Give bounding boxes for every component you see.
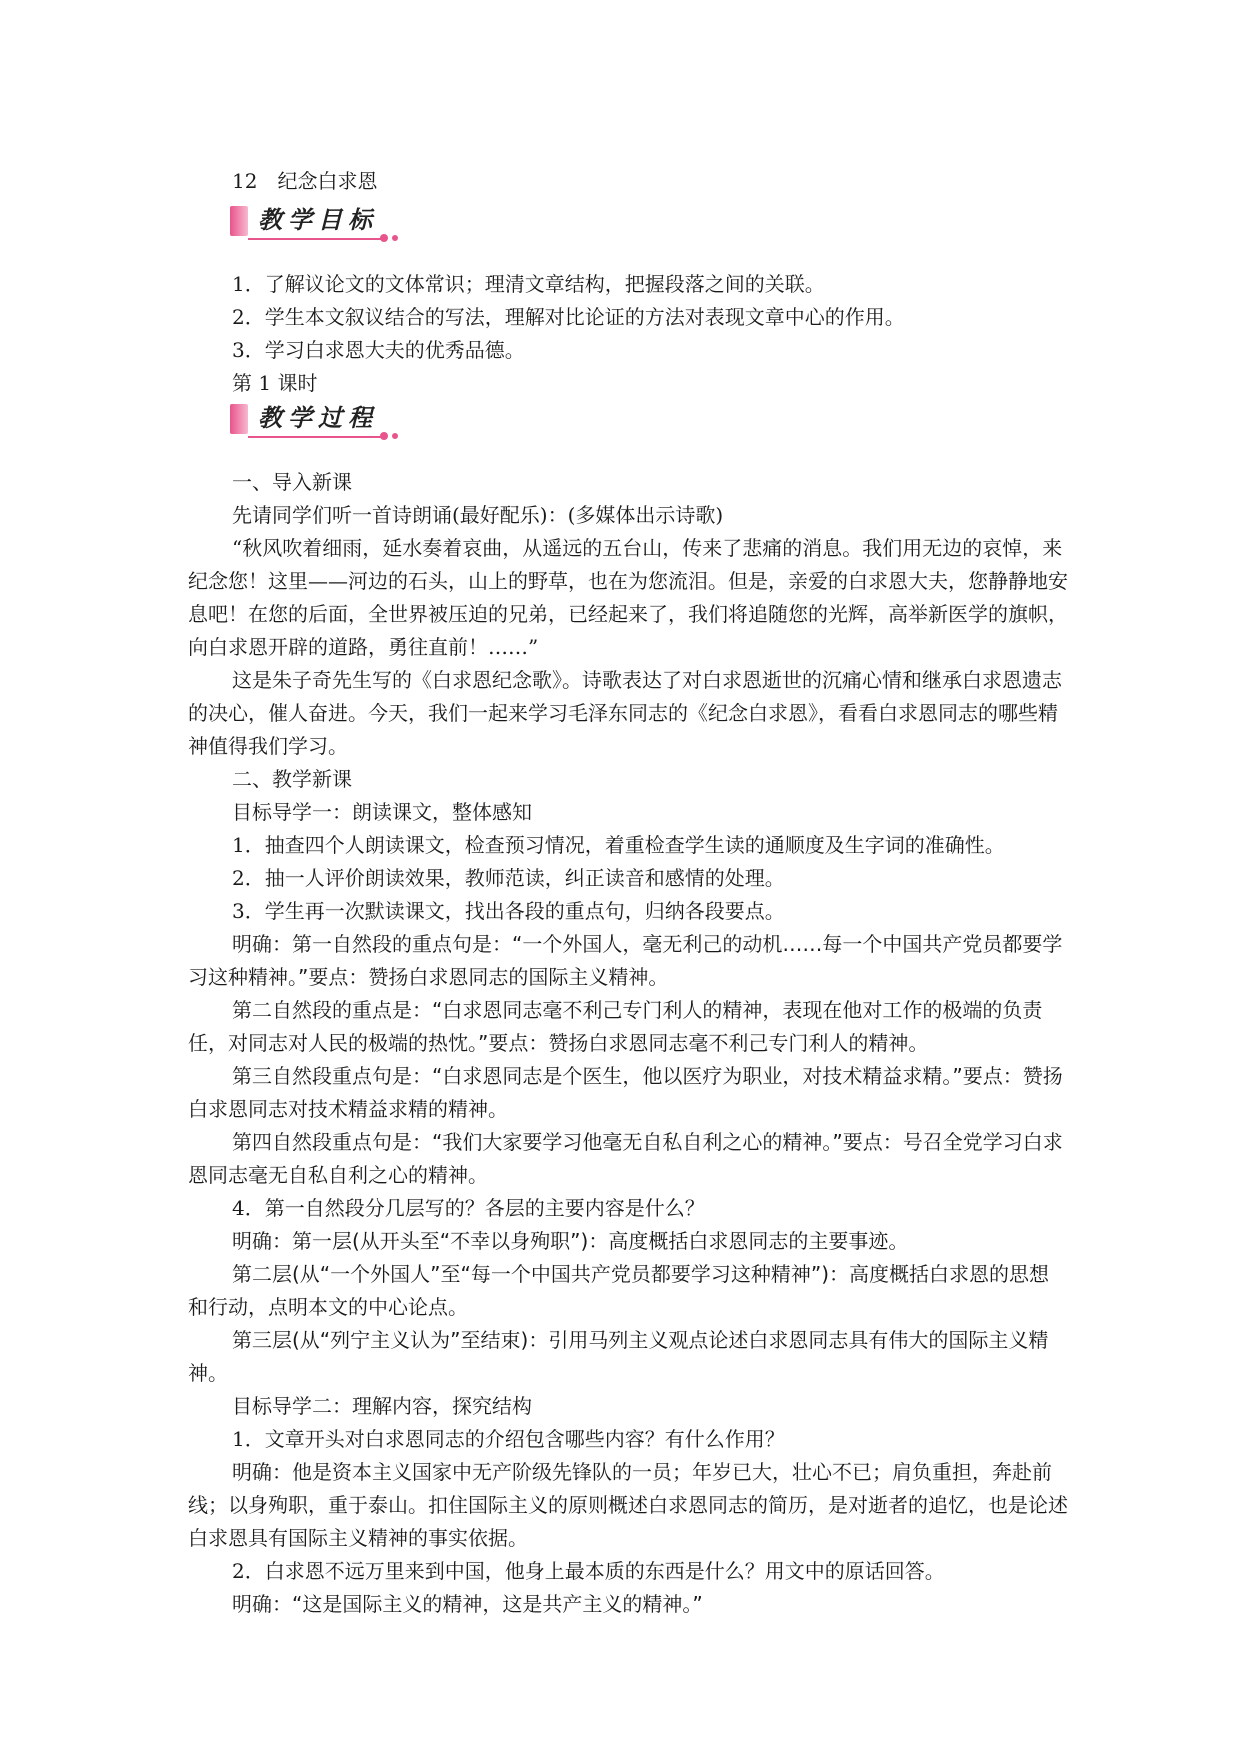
goal-heading: 目标导学二：理解内容，探究结构 [232,1394,532,1418]
goal-item: 1．抽查四个人朗读课文，检查预习情况，着重检查学生读的通顺度及生字词的准确性。 [232,833,1005,857]
answer-prefix: 明确： [232,1460,292,1484]
answer-text: 第一自然段的重点句是：“一个外国人，毫无利己的动机……每一个中国共产党员都要学习这种精神。”要点：赞扬白求恩同志的国际主义精神。 [188,932,1063,989]
answer-prefix: 明确： [232,1592,292,1616]
banner-dot [380,432,388,440]
banner-dot [392,433,398,439]
process-banner [230,400,400,444]
section-heading: 二、教学新课 [232,767,352,791]
answer-paragraph: 第三层(从“列宁主义认为”至结束)：引用马列主义观点论述白求恩同志具有伟大的国际主义精神。 [188,1328,1049,1385]
banner-bar [230,404,248,434]
lesson-label: 第 1 课时 [232,371,318,395]
poem-text: “秋风吹着细雨，延水奏着哀曲，从遥远的五台山，传来了悲痛的消息。我们用无边的哀悼，来纪念您！这里——河边的石头，山上的野草，也在为您流泪。但是，亲爱的白求恩大夫，您静静地安息吧！在您的后面，全世界被压迫的兄弟，已经起来了，我们将追随您的光辉，高举新医学的旗帜，向白求恩开辟的道路，勇往直前！……” [188,536,1068,659]
objective-item: 1．了解议论文的文体常识；理清文章结构，把握段落之间的关联。 [232,272,825,296]
answer-text: “这是国际主义的精神，这是共产主义的精神。” [292,1592,703,1616]
answer-paragraph [188,1225,1068,1258]
section-heading: 一、导入新课 [232,470,352,494]
poem-note: 这是朱子奇先生写的《白求恩纪念歌》。诗歌表达了对白求恩逝世的沉痛心情和继承白求恩遗志的决心，催人奋进。今天，我们一起来学习毛泽东同志的《纪念白求恩》，看看白求恩同志的哪些精神值得我们学习。 [188,668,1062,758]
goal-question: 1．文章开头对白求恩同志的介绍包含哪些内容？有什么作用？ [232,1427,785,1451]
banner-underline [248,238,386,240]
answer-paragraph [188,1588,1068,1621]
goal-question: 2．白求恩不远万里来到中国，他身上最本质的东西是什么？用文中的原话回答。 [232,1559,945,1583]
goal-item: 3．学生再一次默读课文，找出各段的重点句，归纳各段要点。 [232,899,785,923]
goal-question: 4．第一自然段分几层写的？各层的主要内容是什么？ [232,1196,705,1220]
banner-bar [230,206,248,236]
answer-paragraph: 第二层(从“一个外国人”至“每一个中国共产党员都要学习这种精神”)：高度概括白求恩的思想和行动，点明本文的中心论点。 [188,1262,1050,1319]
answer-paragraph: 第二自然段的重点是：“白求恩同志毫不利己专门利人的精神，表现在他对工作的极端的负责任，对同志对人民的极端的热忱。”要点：赞扬白求恩同志毫不利己专门利人的精神。 [188,998,1043,1055]
banner-title: 教学目标 [258,205,378,234]
banner-dot [380,234,388,242]
goal-item: 2．抽一人评价朗读效果，教师范读，纠正读音和感情的处理。 [232,866,785,890]
answer-prefix: 明确： [232,932,292,956]
answer-paragraph: 第三自然段重点句是：“白求恩同志是个医生，他以医疗为职业，对技术精益求精。”要点：赞扬白求恩同志对技术精益求精的精神。 [188,1064,1063,1121]
chapter-title: 12 纪念白求恩 [232,169,378,193]
intro-line: 先请同学们听一首诗朗诵(最好配乐)：(多媒体出示诗歌) [232,503,724,527]
objective-item: 3．学习白求恩大夫的优秀品德。 [232,338,525,362]
answer-text: 他是资本主义国家中无产阶级先锋队的一员；年岁已大，壮心不已；肩负重担，奔赴前线；以身殉职，重于泰山。扣住国际主义的原则概述白求恩同志的简历，是对逝者的追忆，也是论述白求恩具有国际主义精神的事实依据。 [188,1460,1068,1550]
banner-underline [248,436,386,438]
goal-heading: 目标导学一：朗读课文，整体感知 [232,800,532,824]
answer-paragraph [188,928,1068,994]
banner-title: 教学过程 [258,403,378,432]
answer-paragraph: 第四自然段重点句是：“我们大家要学习他毫无自私自利之心的精神。”要点：号召全党学习白求恩同志毫无自私自利之心的精神。 [188,1130,1063,1187]
answer-text: 第一层(从开头至“不幸以身殉职”)：高度概括白求恩同志的主要事迹。 [292,1229,909,1253]
banner-dot [392,235,398,241]
answer-paragraph [188,1456,1068,1555]
objectives-banner [230,202,400,246]
document-page [188,165,1068,1621]
answer-prefix: 明确： [232,1229,292,1253]
objective-item: 2．学生本文叙议结合的写法，理解对比论证的方法对表现文章中心的作用。 [232,305,905,329]
